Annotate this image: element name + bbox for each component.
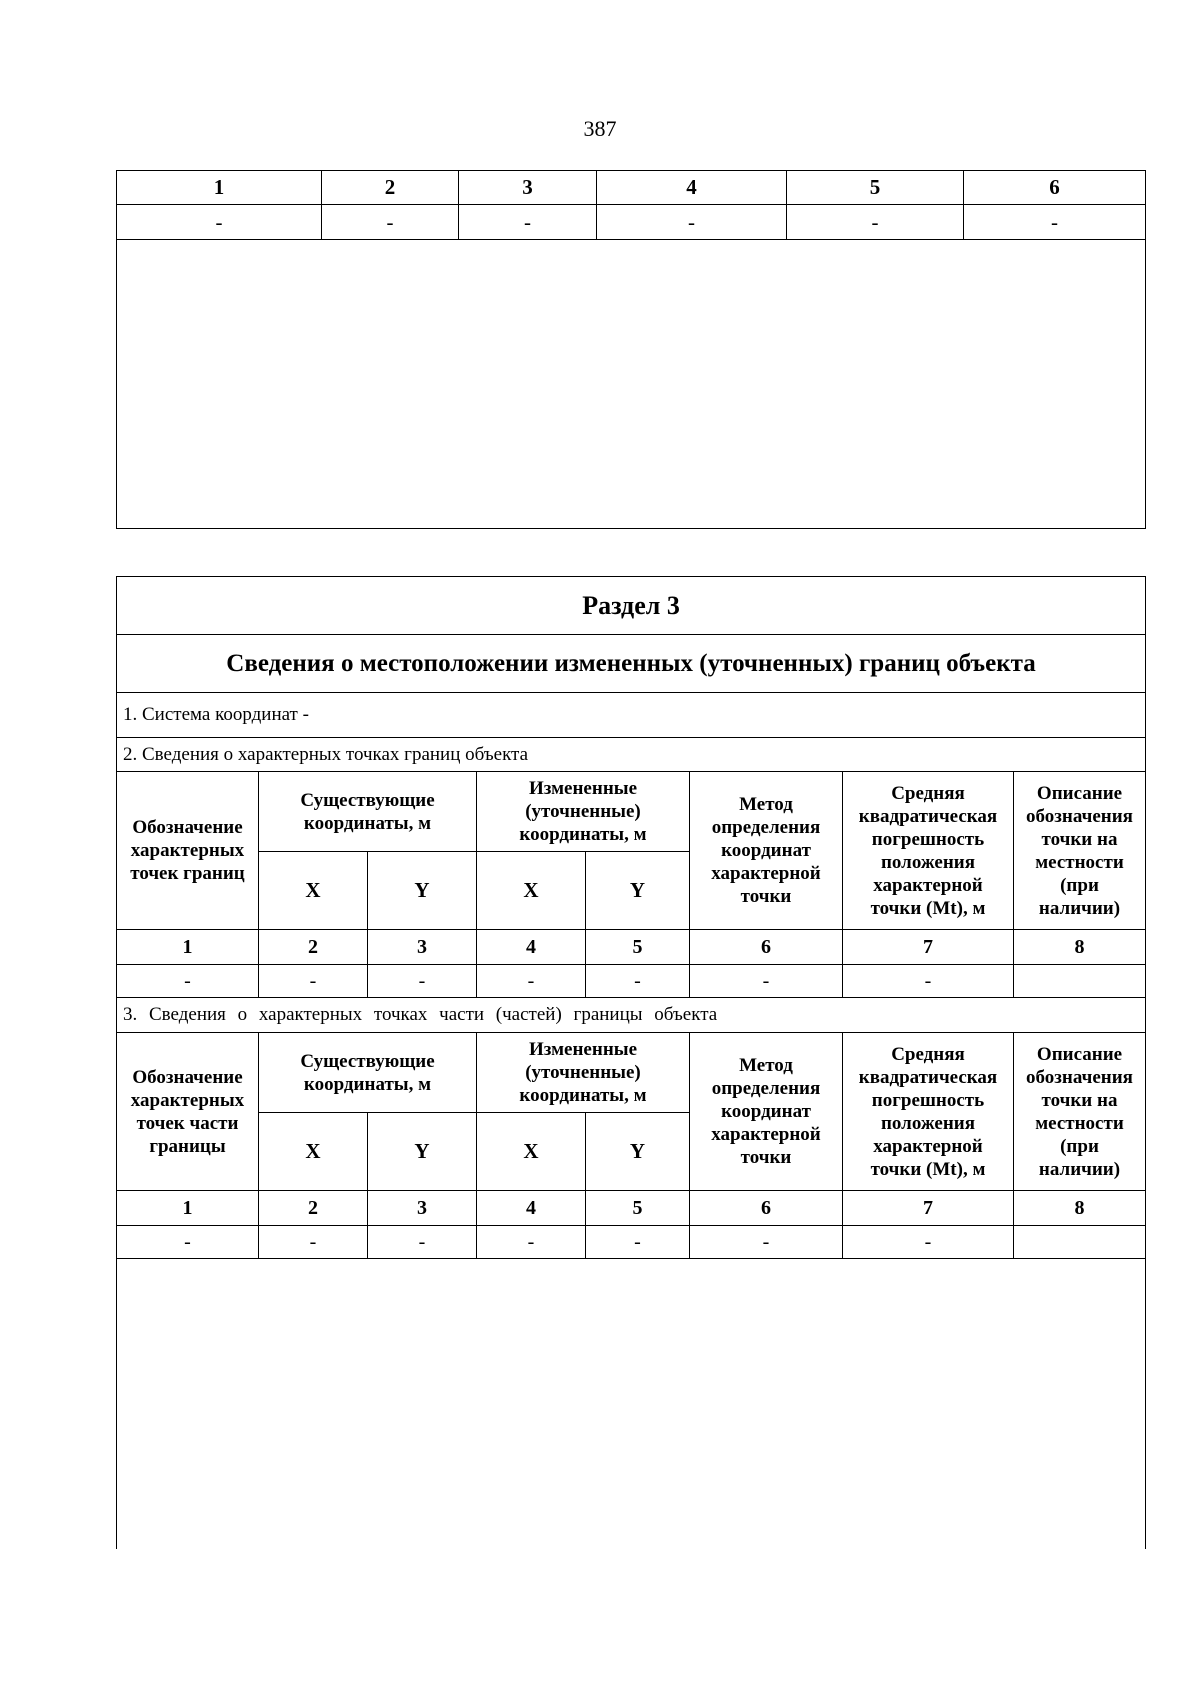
column-number: 1 — [117, 930, 259, 965]
table-cell: - — [586, 1226, 690, 1259]
column-number: 2 — [259, 1191, 368, 1226]
table-cell: - — [787, 205, 964, 240]
table-cell: - — [368, 1226, 477, 1259]
column-number: 5 — [586, 930, 690, 965]
table-cell: - — [597, 205, 787, 240]
column-number: 6 — [964, 171, 1146, 205]
table-cell: - — [259, 1226, 368, 1259]
header-existing-coordinates: Существующие координаты, м — [259, 1033, 477, 1113]
section-subtitle: Сведения о местоположении измененных (уточненных) границ объекта — [117, 635, 1146, 693]
table-cell: - — [322, 205, 459, 240]
column-number: 6 — [690, 930, 843, 965]
header-x: X — [259, 852, 368, 930]
column-number: 2 — [322, 171, 459, 205]
table-cell: - — [477, 965, 586, 998]
table-cell: - — [117, 965, 259, 998]
table-cell: - — [964, 205, 1146, 240]
header-part-point-designation: Обозначение характерных точек части границы — [117, 1033, 259, 1191]
header-point-designation: Обозначение характерных точек границ — [117, 772, 259, 930]
header-x: X — [477, 1113, 586, 1191]
header-changed-coordinates: Измененные (уточненные) координаты, м — [477, 772, 690, 852]
column-number: 3 — [368, 1191, 477, 1226]
header-method: Метод определения координат характерной точки — [690, 772, 843, 930]
header-existing-coordinates: Существующие координаты, м — [259, 772, 477, 852]
table-cell: - — [259, 965, 368, 998]
table-header-row — [117, 171, 1146, 205]
table-row — [117, 205, 1146, 240]
page-number: 387 — [583, 116, 617, 141]
column-number: 4 — [597, 171, 787, 205]
header-mean-square-error: Средняя квадратическая погрешность положения характерной точки (Mt), м — [843, 772, 1014, 930]
column-numbers-row — [117, 930, 1146, 965]
column-number: 6 — [690, 1191, 843, 1226]
table-cell: - — [368, 965, 477, 998]
header-x: X — [477, 852, 586, 930]
table-cell: - — [459, 205, 597, 240]
table-cell: - — [477, 1226, 586, 1259]
column-number: 3 — [368, 930, 477, 965]
header-description: Описание обозначения точки на местности (при наличии) — [1014, 1033, 1146, 1191]
table-cell: - — [843, 965, 1014, 998]
header-mean-square-error: Средняя квадратическая погрешность положения характерной точки (Mt), м — [843, 1033, 1014, 1191]
table-cell — [1014, 1226, 1146, 1259]
table-cell: - — [117, 1226, 259, 1259]
header-changed-coordinates: Измененные (уточненные) координаты, м — [477, 1033, 690, 1113]
coordinate-system-line: 1. Система координат - — [117, 693, 1146, 738]
column-number: 1 — [117, 171, 322, 205]
table-cell: - — [117, 205, 322, 240]
table-cell: - — [843, 1226, 1014, 1259]
blank-area — [117, 1259, 1146, 1550]
column-number: 2 — [259, 930, 368, 965]
header-y: Y — [368, 1113, 477, 1191]
part-points-heading: 3. Сведения о характерных точках части (частей) границы объекта — [117, 998, 1146, 1033]
table-cell: - — [690, 1226, 843, 1259]
blank-area — [117, 240, 1146, 529]
section-3-table — [116, 576, 1146, 1549]
blank-area-row — [117, 240, 1146, 529]
blank-area-row — [117, 1259, 1146, 1550]
column-number: 5 — [586, 1191, 690, 1226]
table-cell — [1014, 965, 1146, 998]
column-number: 7 — [843, 1191, 1014, 1226]
continuation-table — [116, 170, 1146, 529]
table-cell: - — [586, 965, 690, 998]
table-row — [117, 965, 1146, 998]
column-number: 7 — [843, 930, 1014, 965]
column-number: 8 — [1014, 1191, 1146, 1226]
header-y: Y — [368, 852, 477, 930]
column-number: 4 — [477, 1191, 586, 1226]
table-cell: - — [690, 965, 843, 998]
header-method: Метод определения координат характерной точки — [690, 1033, 843, 1191]
column-number: 4 — [477, 930, 586, 965]
column-number: 5 — [787, 171, 964, 205]
header-x: X — [259, 1113, 368, 1191]
header-y: Y — [586, 852, 690, 930]
column-number: 8 — [1014, 930, 1146, 965]
section-title: Раздел 3 — [117, 577, 1146, 635]
points-heading: 2. Сведения о характерных точках границ объекта — [117, 738, 1146, 772]
column-number: 3 — [459, 171, 597, 205]
table-row — [117, 1226, 1146, 1259]
column-numbers-row — [117, 1191, 1146, 1226]
header-y: Y — [586, 1113, 690, 1191]
column-number: 1 — [117, 1191, 259, 1226]
header-description: Описание обозначения точки на местности (при наличии) — [1014, 772, 1146, 930]
